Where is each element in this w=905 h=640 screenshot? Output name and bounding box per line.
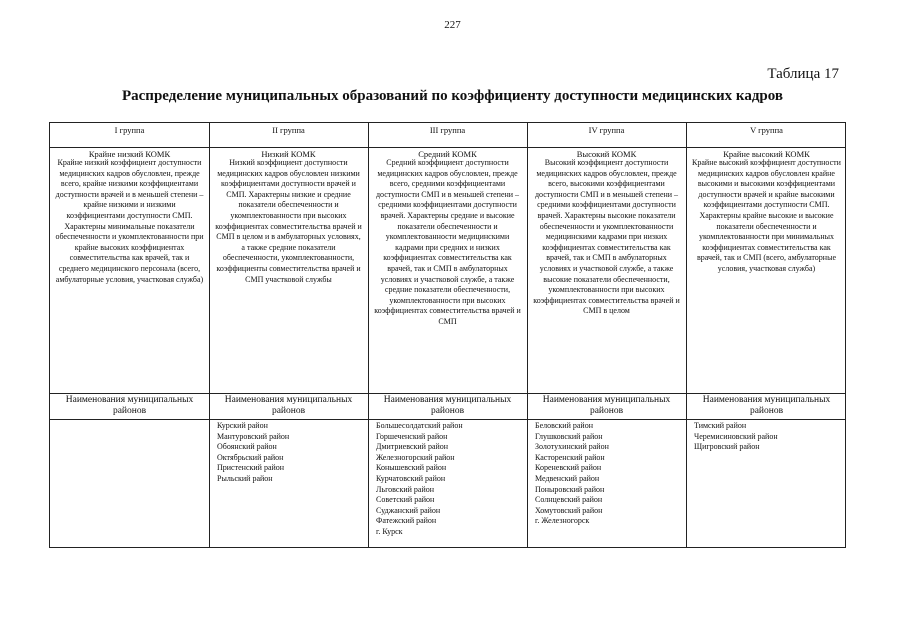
table-label: Таблица 17 — [767, 66, 839, 82]
names-header: Наименования муниципальных районов — [224, 395, 353, 416]
komk-level: Крайне низкий КОМК — [88, 149, 171, 159]
district-item: Обоянский район — [217, 442, 277, 452]
komk-level: Крайне высокий КОМК — [723, 149, 810, 159]
district-item: Рыльский район — [217, 473, 273, 483]
district-item: Льговский район — [376, 484, 434, 494]
group-header: IV группа — [588, 125, 625, 135]
komk-level: Высокий КОМК — [576, 149, 637, 159]
komk-level: Средний КОМК — [418, 149, 477, 159]
column-divider — [368, 123, 369, 547]
table-title: Распределение муниципальных образований по коэффициенту доступности медицинских кадров — [121, 88, 784, 104]
district-item: Пристенский район — [217, 463, 285, 473]
page-number: 227 — [444, 19, 461, 31]
group-header: V группа — [750, 125, 783, 135]
district-item: Фатежский район — [376, 516, 437, 526]
group-description: Средний коэффициент доступности медицинских кадров обусловлен, прежде всего, средними коэффициентами доступности СМП и в меньшей степени – средними коэффициентами доступности врачей. Характерны средние и высокие показатели обеспеченности и укомплектованности медицинскими кадрами при средних и низких коэффициентах совместительства как врачей, так и СМП в амбулаторных условиях и участковой службе, а также средние показатели обеспеченности, укомплектованности при высоких коэффициентах совместительства врачей и СМП — [374, 158, 521, 326]
district-list — [376, 421, 524, 538]
district-item: Мантуровский район — [217, 431, 290, 441]
names-header: Наименования муниципальных районов — [65, 395, 194, 416]
district-item: Касторенский район — [535, 452, 605, 462]
district-list — [217, 421, 365, 485]
district-item: Тимский район — [694, 421, 747, 430]
group-description: Низкий коэффициент доступности медицинских кадров обусловлен низкими коэффициентами доступности врачей и СМП. Характерны низкие и средние показатели обеспеченности и укомплектованности при высоких коэффициентах совместительства врачей и СМП в целом и в амбулаторных условиях, а также средние показатели обеспеченности, укомплектованности, коэффициенты совместительства врачей и СМП участковой службы — [215, 158, 362, 284]
district-item: Октябрьский район — [217, 452, 284, 462]
district-item: Курчатовский район — [376, 473, 446, 483]
district-item: Беловский район — [535, 421, 593, 430]
distribution-table — [49, 122, 846, 548]
column-divider — [686, 123, 687, 547]
group-header: III группа — [429, 125, 466, 135]
district-item: Медвенский район — [535, 473, 600, 483]
district-item: Курский район — [217, 421, 268, 430]
district-item: Конышевский район — [376, 463, 447, 473]
row-divider — [50, 419, 845, 420]
district-item: Солнцевский район — [535, 495, 603, 505]
names-header: Наименования муниципальных районов — [702, 395, 831, 416]
column-divider — [527, 123, 528, 547]
column-divider — [209, 123, 210, 547]
district-item: Железногорский район — [376, 452, 455, 462]
group-header: II группа — [272, 125, 305, 135]
district-item: Хомутовский район — [535, 505, 603, 515]
komk-level: Низкий КОМК — [261, 149, 316, 159]
district-list — [535, 421, 683, 527]
group-description: Крайне высокий коэффициент доступности медицинских кадров обусловлен крайне высокими и высокими коэффициентами доступности врачей и крайне высокими коэффициентами доступности СМП. Характерны крайне высокие и высокие показатели обеспеченности и укомплектованности при минимальных коэффициентах совместительства как врачей, так и СМП (всего, амбулаторные условия, участковая служба) — [692, 158, 841, 273]
district-item: г. Железногорск — [535, 516, 590, 526]
group-description: Высокий коэффициент доступности медицинских кадров обусловлен, прежде всего, высокими коэффициентами доступности СМП и в меньшей степени – средними коэффициентами доступности врачей. Характерны высокие показатели обеспеченности и укомплектованности медицинскими кадрами при низких коэффициентах совместительства как врачей, так и СМП в амбулаторных условиях и участковой службе, а также высокие показатели обеспеченности, укомплектованности при высоких коэффициентах совместительства врачей и СМП в целом — [533, 158, 680, 316]
district-item: Золотухинский район — [535, 442, 609, 452]
district-list — [694, 421, 844, 453]
district-item: Щигровский район — [694, 442, 760, 452]
district-item: г. Курск — [376, 526, 403, 536]
district-item: Поныровский район — [535, 484, 605, 494]
district-item: Советский район — [376, 495, 435, 505]
district-item: Глушковский район — [535, 431, 603, 441]
district-item: Кореневский район — [535, 463, 602, 473]
row-divider — [50, 147, 845, 148]
names-header: Наименования муниципальных районов — [542, 395, 671, 416]
district-item: Черемисиновский район — [694, 431, 778, 441]
district-item: Суджанский район — [376, 505, 441, 515]
row-divider — [50, 393, 845, 394]
district-item: Дмитриевский район — [376, 442, 449, 452]
group-description: Крайне низкий коэффициент доступности медицинских кадров обусловлен, прежде всего, крайне низкими коэффициентами доступности врачей и в меньшей степени – крайне низкими и низкими коэффициентами доступности СМП. Характерны минимальные показатели обеспеченности и укомплектованности при крайне высоких коэффициентах совместительства как врачей, так и среднего медицинского персонала (всего, амбулаторные условия, участковая служба) — [55, 158, 204, 284]
group-header: I группа — [114, 125, 145, 135]
names-header: Наименования муниципальных районов — [383, 395, 512, 416]
district-item: Большесолдатский район — [376, 421, 463, 430]
district-item: Горшеченский район — [376, 431, 448, 441]
